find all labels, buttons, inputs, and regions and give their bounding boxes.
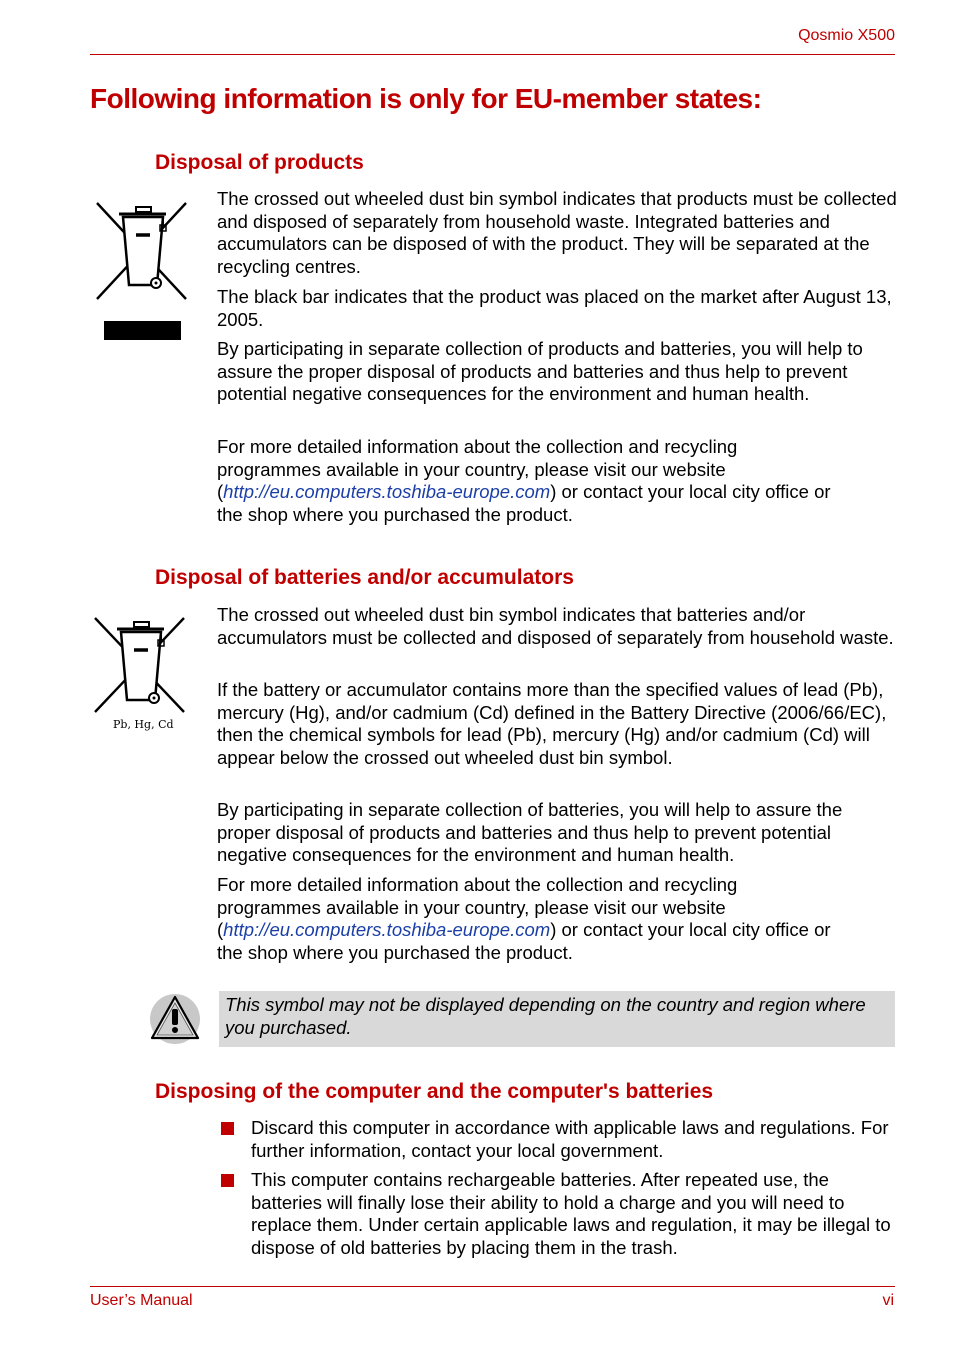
section-title-disposal-products: Disposal of products [155,151,364,174]
paragraph: By participating in separate collection of products and batteries, you will help to assure the proper disposal of products and batteries and thus help to prevent potential negative consequences for the environment and human health. [217,338,863,405]
page-number: vi [882,1292,894,1309]
note-box [219,991,895,1047]
section-title-disposing-computer: Disposing of the computer and the computer's batteries [155,1080,714,1103]
paragraph: The crossed out wheeled dust bin symbol indicates that batteries and/or accumulators must be collected and disposed of separately from household waste. [217,604,894,648]
bullet-marker [221,1174,234,1187]
warning-triangle-icon [149,993,201,1050]
bullet-marker [221,1122,234,1135]
black-bar-marker [104,321,181,340]
crossed-out-wheeled-bin-icon [92,615,188,720]
more-info-paragraph [217,874,897,964]
paragraph: The crossed out wheeled dust bin symbol indicates that products must be collected and disposed of separately from household waste. Integrated batteries and accumulators can be disposed of with the product. They will be separated at the recycling centres. [217,188,897,277]
chemical-symbols-label: Pb, Hg, Cd [113,718,174,731]
website-link[interactable]: http://eu.computers.toshiba-europe.com [223,919,551,941]
note-text: This symbol may not be displayed depending on the country and region where you purchased. [225,994,866,1038]
text: For more detailed information about the collection and recycling [217,436,738,457]
text: programmes available in your country, please visit our website [217,896,726,918]
website-link[interactable]: http://eu.computers.toshiba-europe.com [223,481,551,503]
header-product-name: Qosmio X500 [798,27,895,44]
text: For more detailed information about the collection and recycling [217,874,738,895]
more-info-paragraph [217,436,897,526]
text: the shop where you purchased the product. [217,941,573,963]
paragraph: If the battery or accumulator contains more than the specified values of lead (Pb), mercury (Hg), and/or cadmium (Cd) defined in the Battery Directive (2006/66/EC), then the chemical symbols for lead (Pb), mercury (Hg) and/or cadmium (Cd) will appear below the crossed out wheeled dust bin symbol. [217,679,887,768]
footer-manual-label: User’s Manual [90,1292,193,1309]
text: ( [217,481,224,503]
list-item: This computer contains rechargeable batteries. After repeated use, the batteries will finally lose their ability to hold a charge and you will need to replace them. Under certain applicable laws and regulation, it may be illegal to dispose of old batteries by placing them in the trash. [251,1169,891,1258]
crossed-out-wheeled-bin-icon [94,200,190,307]
text: ( [217,919,224,941]
paragraph: The black bar indicates that the product was placed on the market after August 13, 2005. [217,286,892,330]
header-rule [90,54,895,55]
text: the shop where you purchased the product. [217,503,573,525]
text: programmes available in your country, please visit our website [217,458,726,480]
text: ) or contact your local city office or [550,481,831,503]
footer-rule [90,1286,895,1287]
page-title: Following information is only for EU-member states: [90,83,762,114]
paragraph: By participating in separate collection of batteries, you will help to assure the proper disposal of products and batteries and thus help to prevent potential negative consequences for the environment and human health. [217,799,843,866]
list-item: Discard this computer in accordance with applicable laws and regulations. For further information, contact your local government. [251,1117,889,1161]
text: ) or contact your local city office or [550,919,831,941]
section-title-disposal-batteries: Disposal of batteries and/or accumulators [155,566,574,589]
